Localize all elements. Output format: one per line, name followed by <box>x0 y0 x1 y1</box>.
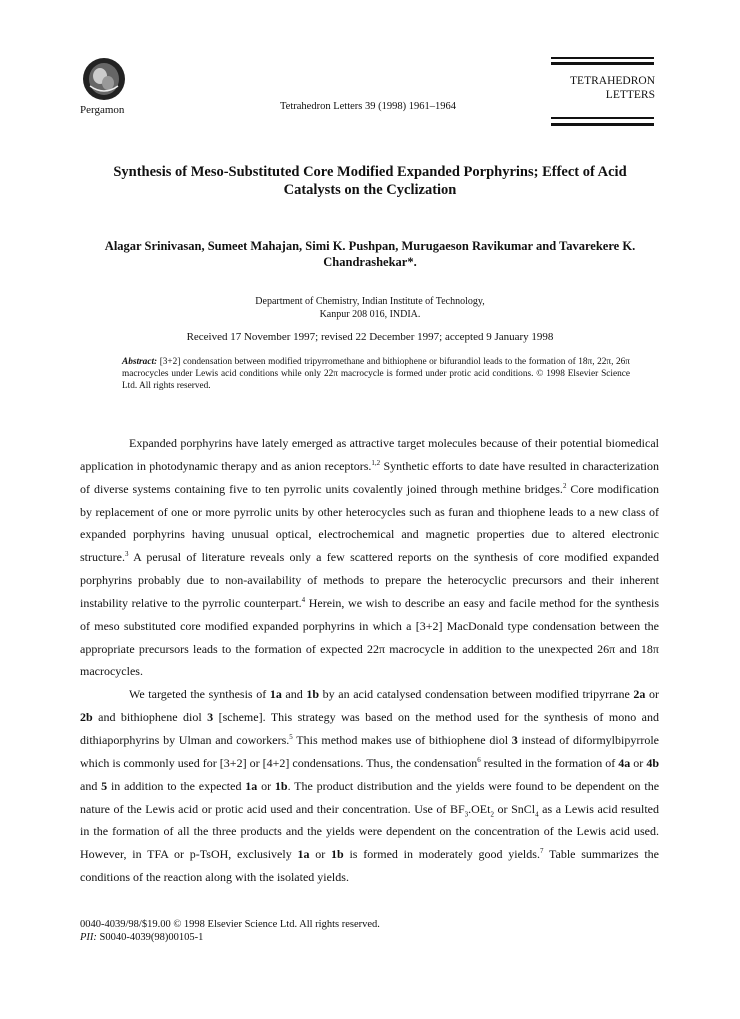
text-run: or <box>309 847 332 862</box>
compound-label: 1a <box>269 687 282 702</box>
compound-label: 1a <box>297 847 310 862</box>
copyright-footer <box>80 918 380 944</box>
text-run: or <box>257 778 275 793</box>
compound-label: 1b <box>306 687 320 702</box>
text-run: or <box>630 755 647 770</box>
article-title <box>80 163 660 199</box>
compound-label: 3 <box>207 710 214 725</box>
text-run: [scheme]. This strategy was based on the method used for the synthesis of mono and dithiaporphyrins by Ulman and coworkers. <box>80 710 659 747</box>
compound-label: 2a <box>633 687 646 702</box>
article-body <box>80 432 659 889</box>
text-run: We targeted the synthesis of <box>129 687 270 702</box>
reference-marker: 5 <box>289 732 293 741</box>
text-run: as a Lewis acid resulted in the formation of all the three products and the yields were dependent on the concentration of the Lewis acid used. However, in TFA or p-TsOH, exclusively <box>80 801 660 862</box>
authors-line-1: Alagar Srinivasan, Sumeet Mahajan, Simi K. Pushpan, Murugaeson Ravikumar and Tavarekere K. <box>104 239 636 253</box>
text-run: Synthetic efforts to date have resulted in characterization of diverse systems containing five to ten pyrrolic units covalently joined through methine bridges. <box>80 458 659 496</box>
reference-marker: 4 <box>301 595 306 604</box>
abstract-text-3: conditions. © 1998 Elsevier Science Ltd. All rights reserved. <box>122 369 630 391</box>
text-run: by an acid catalysed condensation between modified tripyrrane <box>319 687 634 702</box>
text-run: or <box>645 687 659 702</box>
text-run: A perusal of literature reveals only a few scattered reports on the synthesis of core modified expanded porphyrins probably due to non-availability of methods to prepare the heterocyclic precursors and their inherent instability relative to the pyrrolic counterpart. <box>80 550 659 610</box>
author-list <box>80 238 660 270</box>
pii-value: S0040-4039(98)00105-1 <box>96 932 204 943</box>
title-line-2: Catalysts on the Cyclization <box>283 182 457 198</box>
abstract <box>122 356 630 392</box>
text-run: and <box>80 778 102 793</box>
reference-marker: 3 <box>124 550 129 559</box>
compound-label: 1a <box>245 778 258 793</box>
text-run: . The product distribution and the yields were found to be dependent on the nature of the Lewis acid or protic acid used and their concentration. Use of BF <box>80 778 660 816</box>
text-run: .OEt <box>468 801 491 816</box>
text-run: Core modification by replacement of one or more pyrrolic units by other heterocycles such as furan and thiophene leads to a new class of expanded porphyrins having unusual optical, electrochemical and magnetic properties due to altered electronic structure. <box>80 481 659 565</box>
journal-name-line2: LETTERS <box>605 89 655 101</box>
authors-line-2: Chandrashekar*. <box>323 255 417 269</box>
abstract-label: Abstract: <box>122 357 158 367</box>
text-run: resulted in the formation of <box>480 755 619 770</box>
compound-label: 1b <box>331 847 344 862</box>
affiliation-line-2: Kanpur 208 016, INDIA. <box>319 308 421 320</box>
subscript: 3 <box>464 809 469 818</box>
journal-name-line1: TETRAHEDRON <box>570 75 655 87</box>
received-dates: Received 17 November 1997; revised 22 December 1997; accepted 9 January 1998 <box>186 331 554 343</box>
reference-marker: 7 <box>539 847 544 856</box>
elsevier-logo <box>78 56 130 102</box>
subscript: 2 <box>490 809 494 818</box>
text-run: is formed in moderately good yields. <box>343 847 540 862</box>
text-run: in addition to the expected <box>107 778 246 793</box>
text-run: Table summarizes the conditions of the reaction along with the isolated yields. <box>80 847 659 885</box>
affiliation <box>180 296 560 321</box>
masthead-rule-bottom-thick <box>551 123 654 126</box>
reference-marker: 2 <box>562 481 567 490</box>
text-run: or SnCl <box>493 801 536 816</box>
compound-label: 3 <box>511 732 518 747</box>
compound-label: 4b <box>646 755 659 770</box>
pii-label: PII: <box>80 932 97 943</box>
subscript: 4 <box>535 809 539 818</box>
text-run: Herein, we wish to describe an easy and facile method for the synthesis of meso substituted core modified expanded porphyrins in which a [3+2] MacDonald type condensation between the appropriate precursors leads to the formation of expected 22π macrocycle in addition to the unexpected 26π and 18π macrocycles. <box>80 595 659 679</box>
journal-citation: Tetrahedron Letters 39 (1998) 1961–1964 <box>280 101 456 112</box>
masthead-rule-bottom <box>551 117 654 119</box>
compound-label: 5 <box>101 778 108 793</box>
reference-marker: 6 <box>477 755 481 764</box>
compound-label: 2b <box>80 710 93 725</box>
copyright-line: 0040-4039/98/$19.00 © 1998 Elsevier Science Ltd. All rights reserved. <box>80 919 380 930</box>
pii-line <box>80 931 380 944</box>
text-run: and bithiophene diol <box>92 710 208 725</box>
compound-label: 1b <box>274 778 288 793</box>
publisher-name: Pergamon <box>80 104 125 116</box>
text-run: Expanded porphyrins have lately emerged as attractive target molecules because of their potential biomedical application in photodynamic therapy and as anion receptors. <box>80 436 659 473</box>
reference-marker: 1,2 <box>371 458 381 467</box>
affiliation-line-1: Department of Chemistry, Indian Institute of Technology, <box>255 296 485 307</box>
text-run: and <box>281 687 307 702</box>
journal-masthead <box>551 74 655 102</box>
compound-label: 4a <box>618 755 631 770</box>
title-line-1: Synthesis of Meso-Substituted Core Modified Expanded Porphyrins; Effect of Acid <box>113 164 627 180</box>
body-paragraph-1 <box>80 432 659 683</box>
abstract-text-2: of 18π, 22π, 26π macrocycles under Lewis acid conditions while only 22π macrocycle is formed under protic acid <box>122 357 630 379</box>
text-run: instead of diformylbipyrrole which is commonly used for [3+2] or [4+2] condensations. Thus, the condensation <box>80 732 659 770</box>
masthead-rule-top-thick <box>551 62 654 65</box>
text-run: This method makes use of bithiophene diol <box>292 732 512 747</box>
abstract-text-1: [3+2] condensation between modified tripyrromethane and bithiophene or bifurandiol leads to the formation <box>159 357 566 367</box>
body-paragraph-2 <box>80 683 659 889</box>
masthead-rule-top <box>551 57 654 59</box>
